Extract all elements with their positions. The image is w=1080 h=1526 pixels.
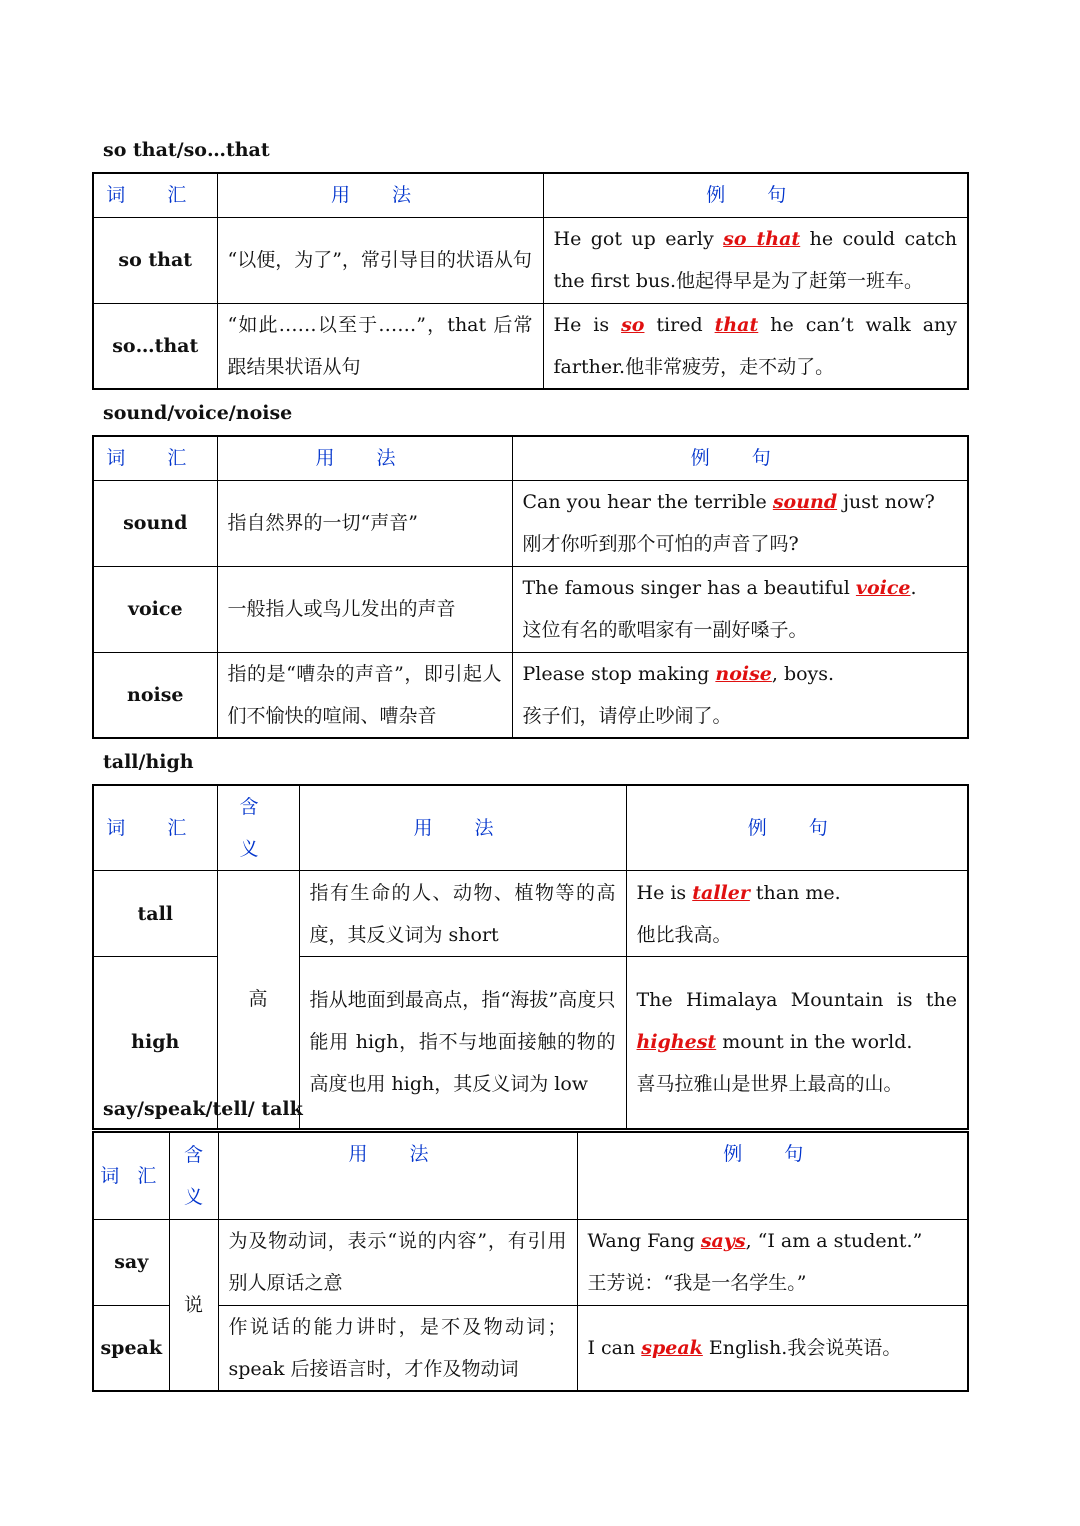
highlighted-term: so bbox=[621, 313, 645, 336]
highlighted-term: voice bbox=[855, 577, 911, 599]
word-cell: tall bbox=[93, 871, 217, 957]
section-title: say/speak/tell/ talk bbox=[103, 1098, 303, 1120]
usage-cell: 作说话的能力讲时，是不及物动词；speak 后接语言时，才作及物动词 bbox=[218, 1305, 577, 1391]
usage-cell: “以便，为了”，常引导目的状语从句 bbox=[217, 217, 543, 303]
section-title: so that/so…that bbox=[103, 139, 270, 161]
word-cell: high bbox=[93, 957, 217, 1129]
table-row bbox=[93, 1305, 968, 1391]
header-cell: 词 汇 bbox=[93, 785, 217, 871]
header-cell: 例 句 bbox=[543, 173, 968, 217]
usage-cell: 指自然界的一切“声音” bbox=[217, 480, 512, 566]
example-cell: He got up early so that he could catch the first bus.他起得早是为了赶第一班车。 bbox=[543, 217, 968, 303]
example-cell: The famous singer has a beautiful voice. 这位有名的歌唱家有一副好嗓子。 bbox=[512, 566, 968, 652]
example-cell: Please stop making noise, boys. 孩子们，请停止吵闹了。 bbox=[512, 652, 968, 738]
highlighted-term: highest bbox=[636, 1031, 717, 1054]
section-title: sound/voice/noise bbox=[103, 402, 293, 424]
header-cell: 用 法 bbox=[218, 1132, 577, 1219]
word-cell: say bbox=[93, 1219, 169, 1305]
header-cell: 词 汇 bbox=[93, 1132, 169, 1219]
section-title: tall/high bbox=[103, 751, 194, 773]
highlighted-term: taller bbox=[692, 881, 750, 904]
highlighted-term: speak bbox=[641, 1336, 703, 1359]
word-cell: noise bbox=[93, 652, 217, 738]
word-cell: so…that bbox=[93, 303, 217, 389]
example-cell: Wang Fang says, “I am a student.” 王芳说：“我是一名学生。” bbox=[577, 1219, 968, 1305]
example-cell: Can you hear the terrible sound just now? 刚才你听到那个可怕的声音了吗? bbox=[512, 480, 968, 566]
header-cell: 词 汇 bbox=[93, 173, 217, 217]
table-row bbox=[93, 871, 968, 957]
highlighted-term: says bbox=[700, 1230, 746, 1252]
table-row bbox=[93, 1219, 968, 1305]
example-cell: He is so tired that he can’t walk any farther.他非常疲劳，走不动了。 bbox=[543, 303, 968, 389]
header-cell: 例 句 bbox=[626, 785, 968, 871]
table-row bbox=[93, 303, 968, 389]
table-row bbox=[93, 217, 968, 303]
vocab-table bbox=[92, 784, 969, 1130]
word-cell: voice bbox=[93, 566, 217, 652]
header-cell: 含 义 bbox=[217, 785, 299, 871]
word-cell: sound bbox=[93, 480, 217, 566]
header-cell: 词 汇 bbox=[93, 436, 217, 480]
header-cell: 含 义 bbox=[169, 1132, 218, 1219]
vocab-table bbox=[92, 172, 969, 390]
highlighted-term: so that bbox=[723, 228, 801, 250]
usage-cell: 为及物动词，表示“说的内容”，有引用别人原话之意 bbox=[218, 1219, 577, 1305]
word-cell: so that bbox=[93, 217, 217, 303]
usage-cell: 指的是“嘈杂的声音”，即引起人们不愉快的喧闹、嘈杂音 bbox=[217, 652, 512, 738]
vocab-table bbox=[92, 435, 969, 739]
word-cell: speak bbox=[93, 1305, 169, 1391]
header-cell: 用 法 bbox=[217, 436, 512, 480]
header-cell: 用 法 bbox=[217, 173, 543, 217]
header-cell: 例 句 bbox=[512, 436, 968, 480]
example-cell: I can speak English.我会说英语。 bbox=[577, 1305, 968, 1391]
header-cell: 例 句 bbox=[577, 1132, 968, 1219]
usage-cell: 指从地面到最高点，指“海拔”高度只能用 high，指不与地面接触的物的高度也用 high，其反义词为 low bbox=[299, 957, 626, 1129]
table-row bbox=[93, 652, 968, 738]
usage-cell: 一般指人或鸟儿发出的声音 bbox=[217, 566, 512, 652]
usage-cell: 指有生命的人、动物、植物等的高度，其反义词为 short bbox=[299, 871, 626, 957]
table-row bbox=[93, 480, 968, 566]
meaning-cell: 说 bbox=[169, 1219, 218, 1391]
highlighted-term: sound bbox=[772, 491, 838, 513]
example-cell: The Himalaya Mountain is the highest mount in the world. 喜马拉雅山是世界上最高的山。 bbox=[626, 957, 968, 1129]
table-row bbox=[93, 566, 968, 652]
usage-cell: “如此……以至于……”，that 后常跟结果状语从句 bbox=[217, 303, 543, 389]
vocab-table bbox=[92, 1131, 969, 1392]
highlighted-term: that bbox=[714, 313, 759, 336]
meaning-cell: 高 bbox=[217, 871, 299, 1129]
header-cell: 用 法 bbox=[299, 785, 626, 871]
example-cell: He is taller than me. 他比我高。 bbox=[626, 871, 968, 957]
highlighted-term: noise bbox=[715, 662, 772, 685]
